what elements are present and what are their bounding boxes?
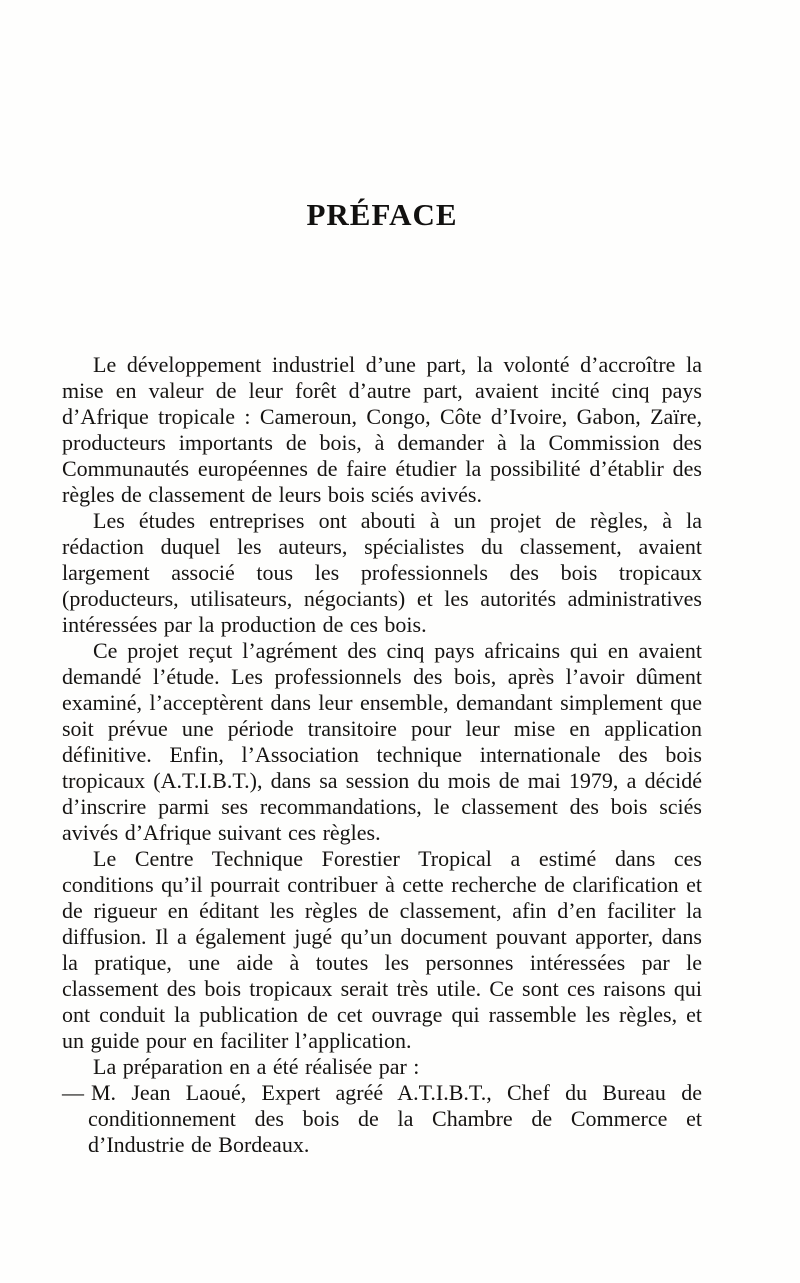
paragraph-3: Ce projet reçut l’agrément des cinq pays africains qui en avaient demandé l’étude. Les professionnels des bois, après l’avoir dûment examiné, l’acceptèrent dans leur ensemble, demandant simplement que soit prévue une période transitoire pour leur mise en application définitive. Enfin, l’Association technique internationale des bois tropicaux (A.T.I.B.T.), dans sa session du mois de mai 1979, a décidé d’inscrire parmi ses recommandations, le classement des bois sciés avivés d’Afrique suivant ces règles. <box>62 638 702 845</box>
contributor-item <box>62 1080 702 1158</box>
paragraph-1: Le développement industriel d’une part, la volonté d’accroître la mise en valeur de leur forêt d’autre part, avaient incité cinq pays d’Afrique tropicale : Cameroun, Congo, Côte d’Ivoire, Gabon, Zaïre, producteurs importants de bois, à demander à la Commission des Communautés européennes de faire étudier la possibilité d’établir des règles de classement de leurs bois sciés avivés. <box>62 352 702 507</box>
page-title: PRÉFACE <box>306 197 458 232</box>
paragraph-4: Le Centre Technique Forestier Tropical a estimé dans ces conditions qu’il pourrait contribuer à cette recherche de clarification et de rigueur en éditant les règles de classement, afin d’en faciliter la diffusion. Il a également jugé qu’un document pouvant apporter, dans la pratique, une aide à toutes les personnes intéressées par le classement des bois tropicaux serait très utile. Ce sont ces raisons qui ont conduit la publication de cet ouvrage qui rassemble les règles, et un guide pour en faciliter l’application. <box>62 846 702 1053</box>
paragraph-5: La préparation en a été réalisée par : <box>93 1054 420 1079</box>
list-dash: — <box>62 1080 84 1105</box>
preface-body <box>62 352 702 1158</box>
paragraph-2: Les études entreprises ont abouti à un projet de règles, à la rédaction duquel les auteurs, spécialistes du classement, avaient largement associé tous les professionnels des bois tropicaux (producteurs, utilisateurs, négociants) et les autorités administratives intéressées par la production de ces bois. <box>62 508 702 637</box>
contributor-text: M. Jean Laoué, Expert agréé A.T.I.B.T., Chef du Bureau de conditionnement des bois de la Chambre de Commerce et d’Industrie de Bordeaux. <box>88 1080 702 1157</box>
